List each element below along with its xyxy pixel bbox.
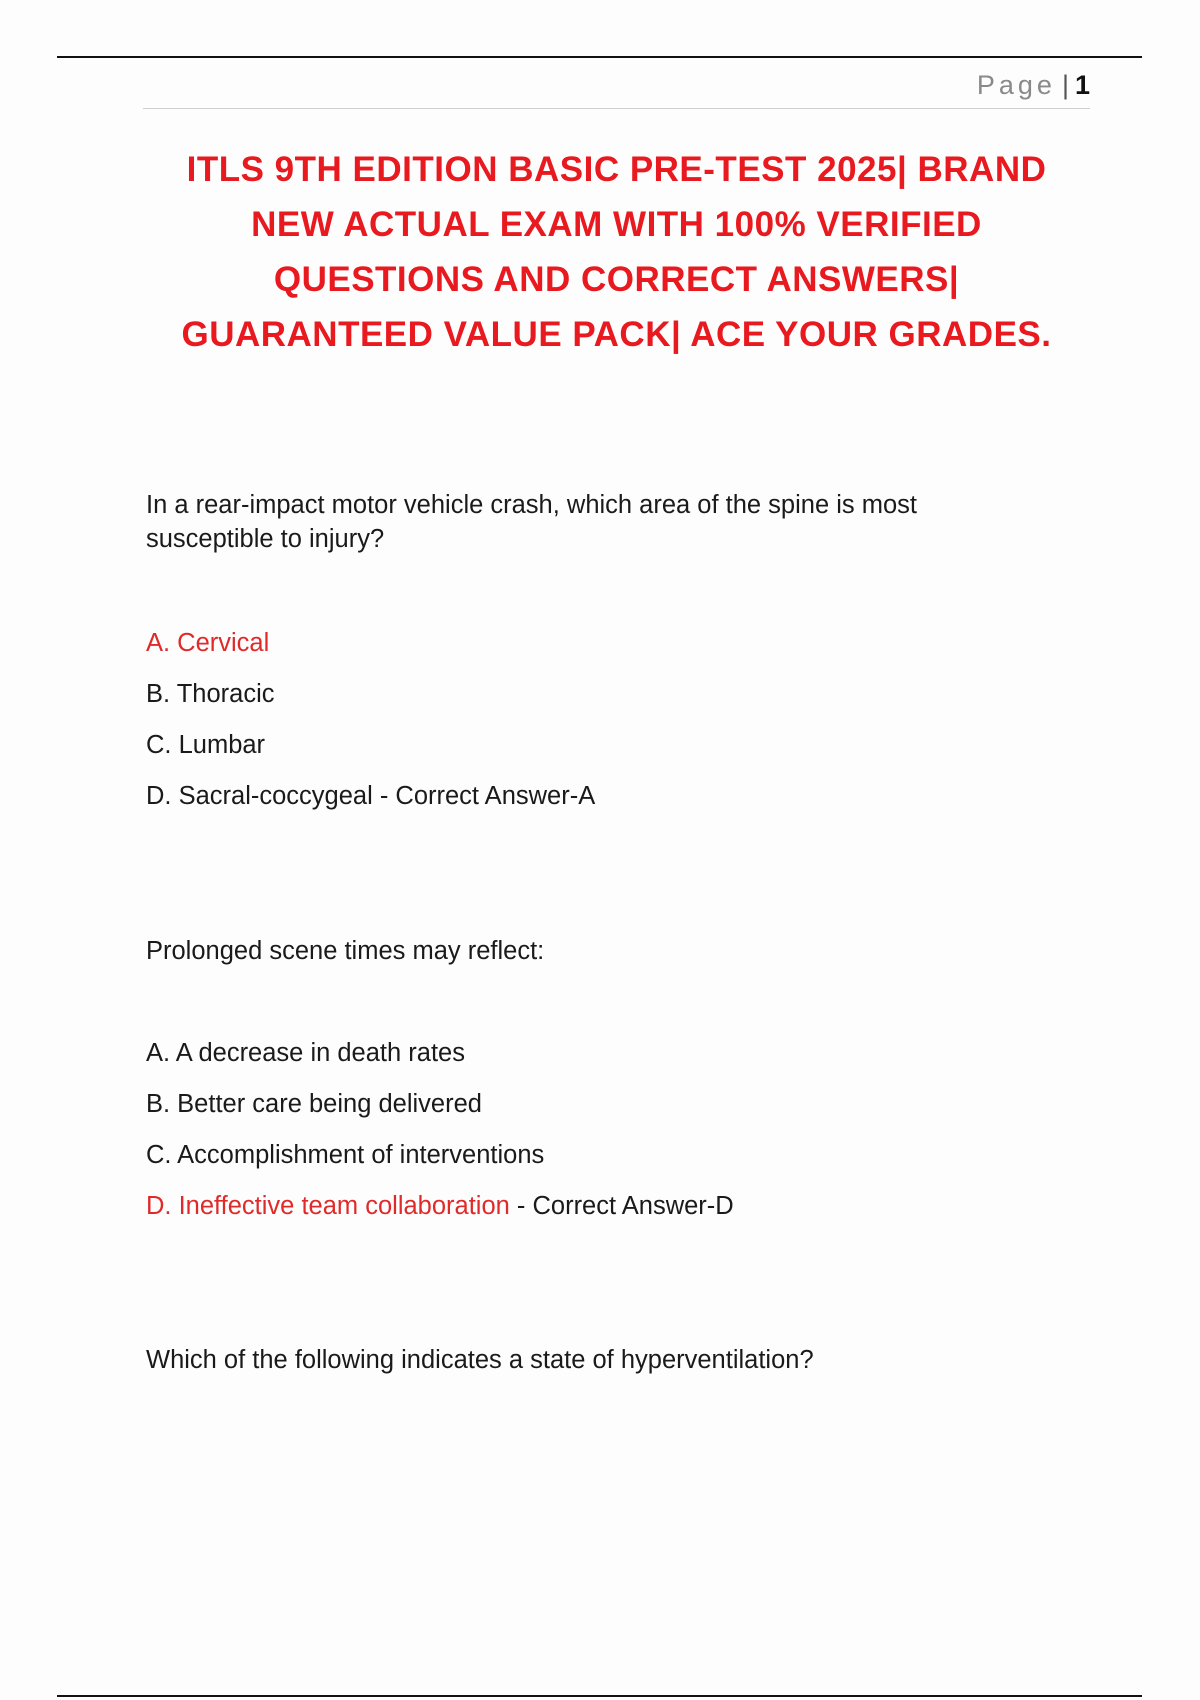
- question-1-option-c: C. Lumbar: [146, 731, 266, 759]
- question-1-option-b: B. Thoracic: [146, 680, 275, 708]
- page-word: Page: [976, 70, 1056, 100]
- question-2-option-a: A. A decrease in death rates: [146, 1039, 465, 1067]
- question-1-option-d: D. Sacral-coccygeal - Correct Answer-A: [146, 782, 596, 810]
- question-1-text: In a rear-impact motor vehicle crash, which area of the spine is most susceptible to injury?: [146, 491, 917, 553]
- question-2-answer-note: - Correct Answer-D: [509, 1192, 734, 1220]
- bottom-rule: [57, 1695, 1142, 1697]
- question-2-option-d-correct: D. Ineffective team collaboration: [146, 1192, 510, 1220]
- question-3-text: Which of the following indicates a state of hyperventilation?: [146, 1346, 814, 1374]
- page-header: [143, 68, 1090, 109]
- page-number-label: [977, 70, 1090, 101]
- question-2-text: Prolonged scene times may reflect:: [146, 937, 545, 965]
- question-2-option-c: C. Accomplishment of interventions: [146, 1141, 545, 1169]
- question-2-option-d: [146, 1191, 1046, 1242]
- page-separator: |: [1061, 70, 1069, 100]
- question-1-options: [146, 628, 1046, 832]
- page-number: 1: [1074, 70, 1090, 100]
- question-2-option-b: B. Better care being delivered: [146, 1090, 482, 1118]
- top-rule: [57, 56, 1142, 58]
- question-1-option-a-correct: A. Cervical: [146, 629, 270, 657]
- document-title: ITLS 9TH EDITION BASIC PRE-TEST 2025| BRAND NEW ACTUAL EXAM WITH 100% VERIFIED QUESTIONS AND CORRECT ANSWERS| GUARANTEED VALUE PACK| ACE YOUR GRADES.: [181, 150, 1052, 354]
- question-2-options: [146, 1038, 1046, 1242]
